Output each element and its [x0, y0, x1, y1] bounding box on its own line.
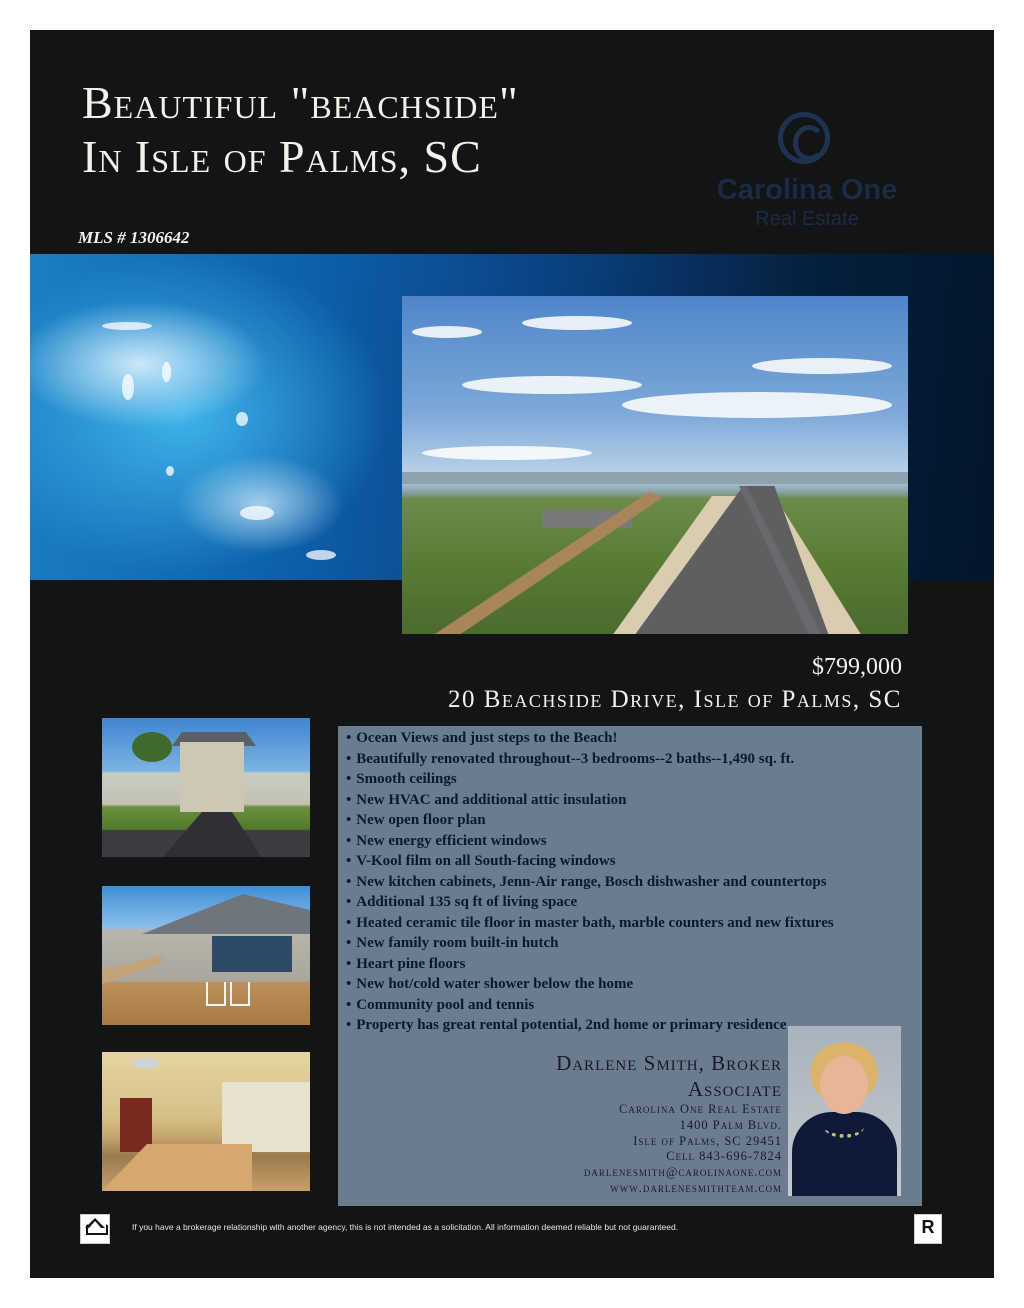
title-line-2: In Isle of Palms, SC	[82, 131, 482, 182]
feature-item: • Smooth ceilings	[346, 769, 922, 790]
feature-item: • V-Kool film on all South-facing windows	[346, 851, 922, 872]
feature-item: • Community pool and tennis	[346, 995, 922, 1016]
feature-item: • New kitchen cabinets, Jenn-Air range, Bosch dishwasher and countertops	[346, 872, 922, 893]
carolina-one-logo	[702, 112, 912, 236]
kitchen-photo	[102, 1052, 310, 1191]
agent-name	[556, 1050, 782, 1102]
title-line-1: Beautiful "beachside"	[82, 77, 519, 128]
beach-boardwalk-photo	[402, 296, 908, 634]
agent-cell: Cell 843-696-7824	[666, 1149, 782, 1164]
feature-item: • New hot/cold water shower below the home	[346, 974, 922, 995]
feature-item: • New open floor plan	[346, 810, 922, 831]
feature-item: • Ocean Views and just steps to the Beach!	[346, 728, 922, 749]
flyer-page	[30, 30, 994, 1278]
logo-name: Carolina One	[716, 174, 898, 206]
agent-website[interactable]: www.darlenesmithteam.com	[610, 1180, 782, 1195]
feature-item: • Beautifully renovated throughout--3 bedrooms--2 baths--1,490 sq. ft.	[346, 749, 922, 770]
agent-contact	[584, 1102, 782, 1197]
agent-street: 1400 Palm Blvd.	[679, 1117, 782, 1132]
logo-subtitle: Real Estate	[755, 208, 859, 230]
feature-item: • New family room built-in hutch	[346, 933, 922, 954]
agent-city: Isle of Palms, SC 29451	[633, 1133, 782, 1148]
feature-item: • Additional 135 sq ft of living space	[346, 892, 922, 913]
agent-email[interactable]: darlenesmith@carolinaone.com	[583, 1165, 782, 1180]
realtor-r-icon: R	[914, 1214, 942, 1244]
carolina-one-logo-icon	[778, 112, 830, 164]
agent-name-line-2: Associate	[687, 1077, 782, 1101]
deck-photo	[102, 886, 310, 1025]
feature-item: • Property has great rental potential, 2nd home or primary residence	[346, 1015, 922, 1036]
agent-portrait	[788, 1026, 901, 1196]
feature-item: • New energy efficient windows	[346, 831, 922, 852]
disclaimer-text: If you have a brokerage relationship with another agency, this is not intended as a solicitation. All information deemed reliable but not guaranteed.	[132, 1222, 679, 1232]
agent-company: Carolina One Real Estate	[619, 1102, 782, 1116]
flyer-title	[82, 76, 519, 184]
equal-housing-opportunity-icon	[80, 1214, 110, 1244]
features-list	[338, 726, 922, 1036]
feature-item: • New HVAC and additional attic insulation	[346, 790, 922, 811]
feature-item: • Heated ceramic tile floor in master bath, marble counters and new fixtures	[346, 913, 922, 934]
mls-number: MLS # 1306642	[78, 228, 190, 247]
listing-address: 20 Beachside Drive, Isle of Palms, SC	[447, 686, 902, 713]
feature-item: • Heart pine floors	[346, 954, 922, 975]
listing-price: $799,000	[812, 654, 902, 680]
house-exterior-photo	[102, 718, 310, 857]
agent-name-line-1: Darlene Smith, Broker	[556, 1051, 782, 1075]
